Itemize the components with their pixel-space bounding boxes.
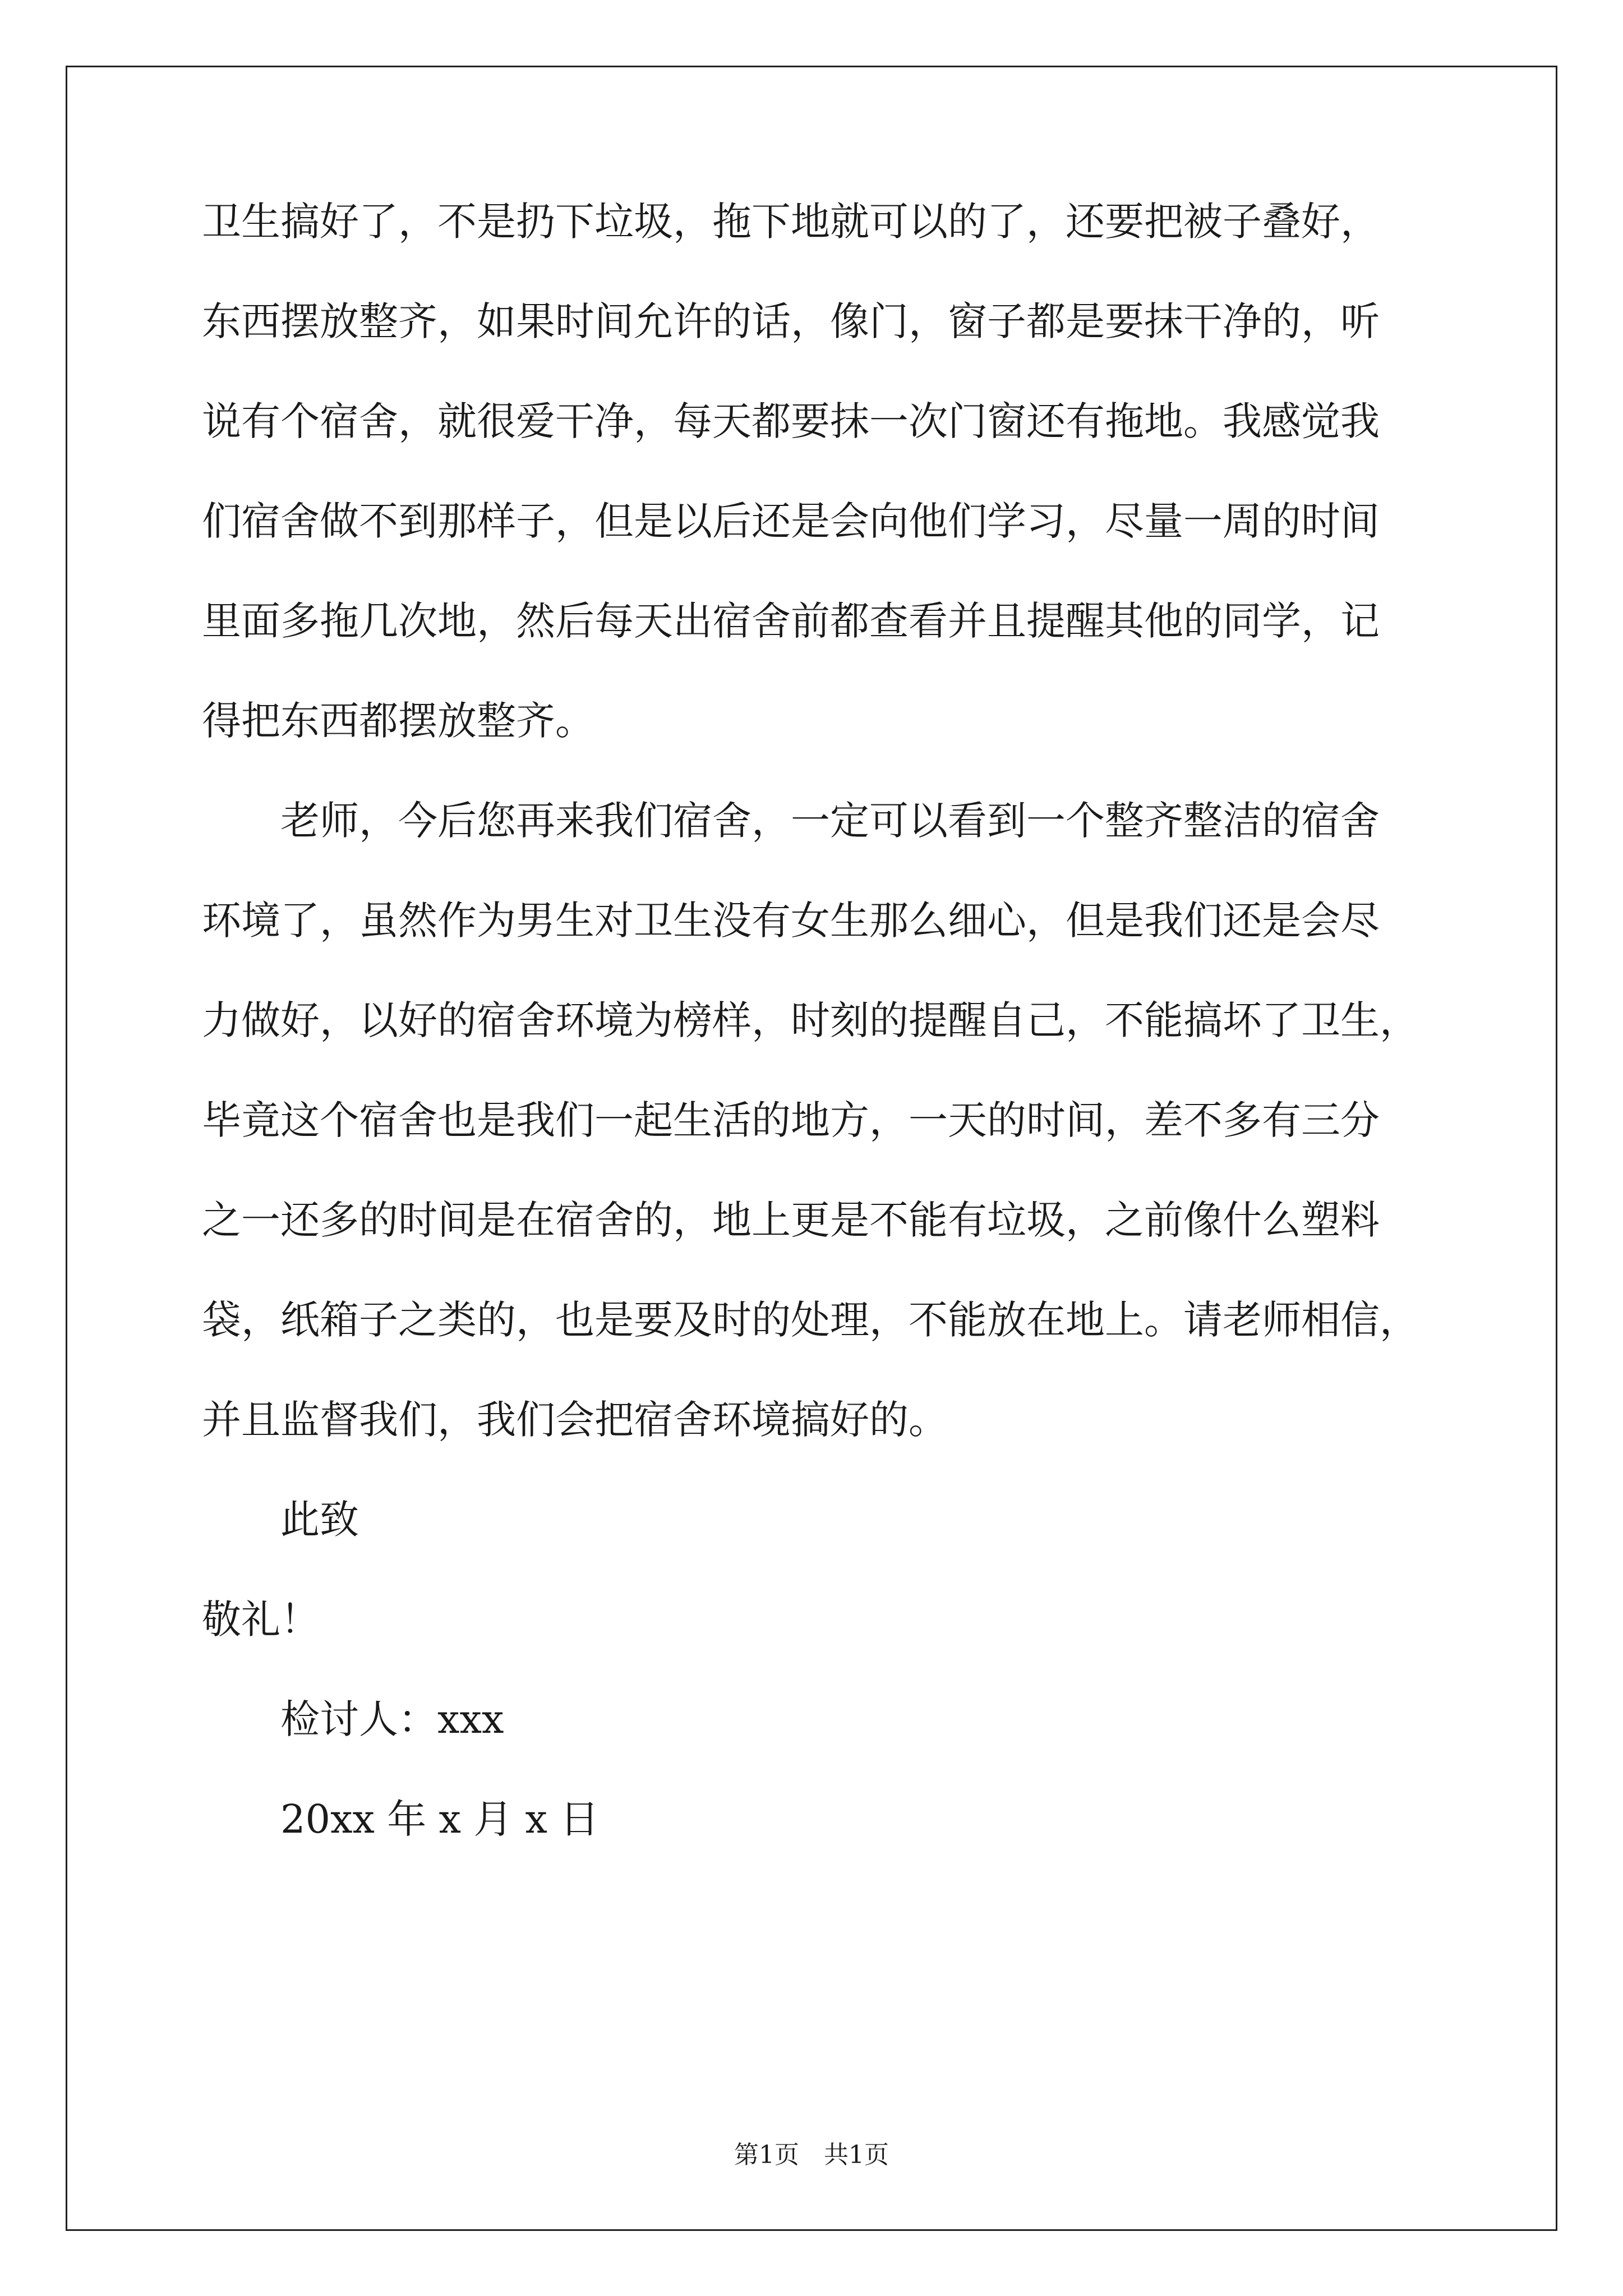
paragraph-line: 环境了，虽然作为男生对卫生没有女生那么细心，但是我们还是会尽: [202, 898, 1380, 944]
paragraph-line: 之一还多的时间是在宿舍的，地上更是不能有垃圾，之前像什么塑料: [202, 1197, 1380, 1243]
paragraph-line: 们宿舍做不到那样子，但是以后还是会向他们学习，尽量一周的时间: [202, 498, 1380, 544]
signer-line: 检讨人：xxx: [280, 1696, 504, 1742]
paragraph-line: 袋，纸箱子之类的，也是要及时的处理，不能放在地上。请老师相信，: [202, 1297, 1419, 1343]
paragraph-line: 毕竟这个宿舍也是我们一起生活的地方，一天的时间，差不多有三分: [202, 1097, 1380, 1143]
closing-line: 此致: [280, 1497, 359, 1543]
salute-line: 敬礼！: [202, 1596, 320, 1642]
paragraph-line: 里面多拖几次地，然后每天出宿舍前都查看并且提醒其他的同学，记: [202, 598, 1380, 644]
paragraph-line: 东西摆放整齐，如果时间允许的话，像门，窗子都是要抹干净的，听: [202, 298, 1380, 344]
page-border: [66, 66, 1557, 2231]
paragraph-line: 得把东西都摆放整齐。: [202, 698, 594, 744]
paragraph-line: 并且监督我们，我们会把宿舍环境搞好的。: [202, 1397, 948, 1443]
paragraph-line: 卫生搞好了，不是扔下垃圾，拖下地就可以的了，还要把被子叠好，: [202, 199, 1380, 245]
paragraph-line: 老师，今后您再来我们宿舍，一定可以看到一个整齐整洁的宿舍: [280, 798, 1380, 844]
page-number-footer: 第1页 共1页: [734, 2141, 889, 2169]
paragraph-line: 说有个宿舍，就很爱干净，每天都要抹一次门窗还有拖地。我感觉我: [202, 398, 1380, 444]
date-line: 20xx 年 x 月 x 日: [280, 1796, 600, 1842]
paragraph-line: 力做好，以好的宿舍环境为榜样，时刻的提醒自己，不能搞坏了卫生，: [202, 997, 1419, 1043]
